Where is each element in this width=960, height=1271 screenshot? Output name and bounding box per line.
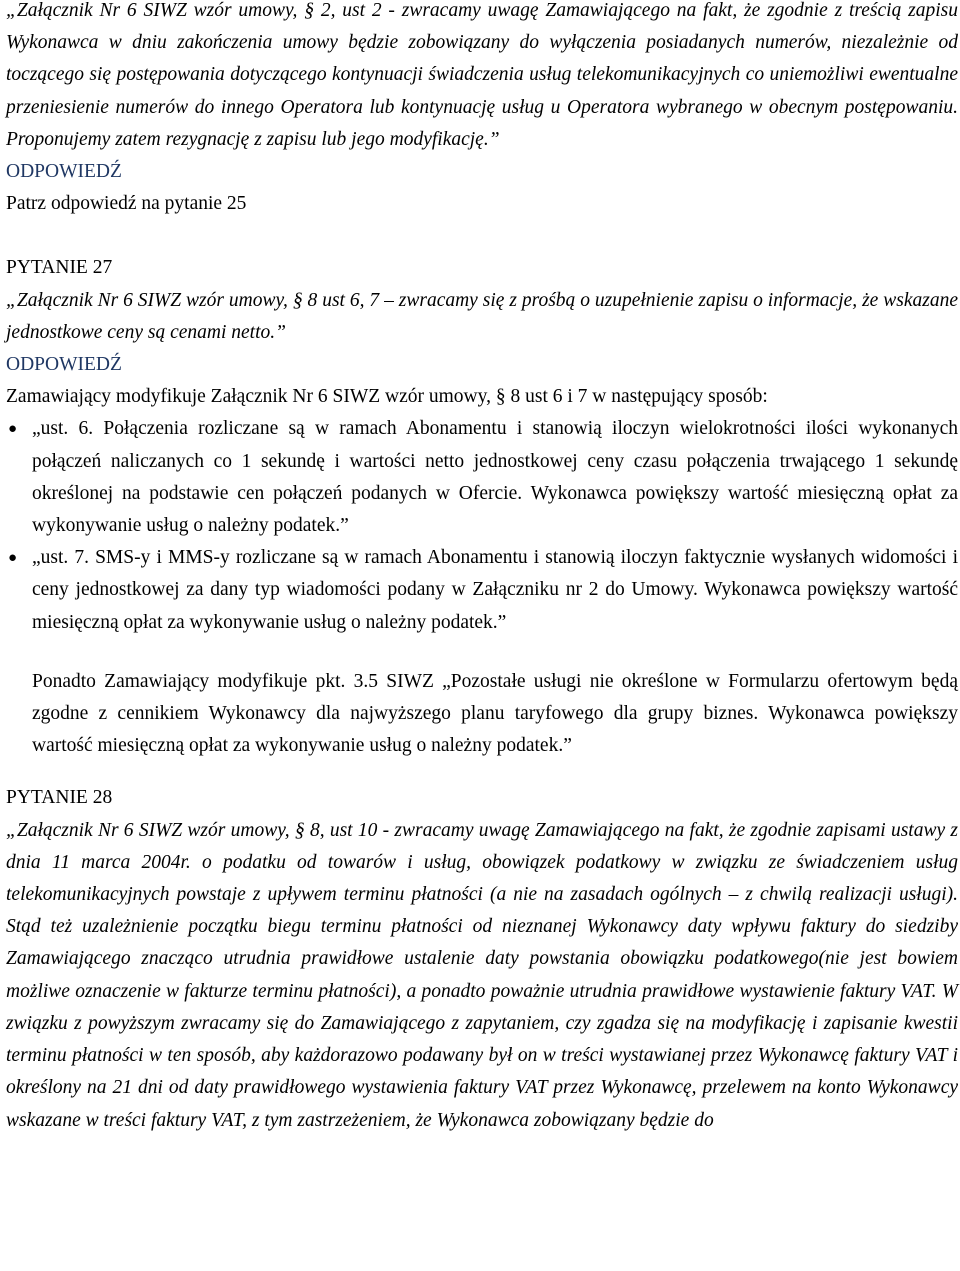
intro-proposal-text: Proponujemy zatem rezygnację z zapisu lub jego modyfikację.” [6,128,500,150]
bullet-icon: ● [8,550,18,567]
answer-text: Patrz odpowiedź na pytanie 25 [6,193,247,215]
question-27-heading: PYTANIE 27 [6,257,113,279]
list-item [6,542,958,639]
list-item [6,413,958,542]
spacer [6,639,958,666]
list-item-text: „ust. 6. Połączenia rozliczane są w ramach Abonamentu i stanowią iloczyn wielokrotności ilości wykonanych połączeń naliczanych co 1 sekundę i wartości netto jednostkowej ceny czasu połączenia trwającego 1 sekundę określonej na podstawie cen połączeń podanych w Ofercie. Wykonawca powiększy wartość miesięczną opłat za wykonywanie usług o należny podatek.” [32,418,958,537]
further-modification-text: Ponadto Zamawiający modyfikuje pkt. 3.5 SIWZ „Pozostałe usługi nie określone w Formularzu ofertowym będą zgodne z cennikiem Wykonawcy dla najwyższego planu taryfowego dla grupy biznes. Wykonawca powiększy wartość miesięczną opłat za wykonywanie usług o należny podatek.” [32,670,958,757]
modification-list [6,413,958,638]
intro-quote-text: „Załącznik Nr 6 SIWZ wzór umowy, § 2, ust 2 - zwracamy uwagę Zamawiającego na fakt, że zgodnie z treścią zapisu Wykonawca w dniu zakończenia umowy będzie zobowiązany do wyłączenia posiadanych numerów, niezależnie od toczącego się postępowania dotyczącego kontynuacji świadczenia usług telekomunikacyjnych co uniemożliwi ewentualne przeniesienie numerów do innego Operatora lub kontynuację usług u Operatora wybranego w obecnym postępowaniu. [6,0,958,118]
spacer [6,220,958,252]
answer-heading: ODPOWIEDŹ [6,161,122,183]
question-28-heading: PYTANIE 28 [6,787,113,809]
question-27-text: „Załącznik Nr 6 SIWZ wzór umowy, § 8 ust 6, 7 – zwracamy się z prośbą o uzupełnienie zapisu o informacje, że wskazane jednostkowe ceny są cenami netto.” [6,289,958,343]
intro-paragraph [6,0,958,156]
answer-heading: ODPOWIEDŹ [6,354,122,376]
document-page [6,0,958,1137]
bullet-icon: ● [8,421,18,438]
list-item-text: „ust. 7. SMS-y i MMS-y rozliczane są w ramach Abonamentu i stanowią iloczyn faktycznie wysłanych widomości i ceny jednostkowej za dany typ wiadomości podany w Załączniku nr 2 do Umowy. Wykonawca powiększy wartość miesięczną opłat za wykonywanie usług o należny podatek.” [32,547,958,633]
question-28-text: „Załącznik Nr 6 SIWZ wzór umowy, § 8, ust 10 - zwracamy uwagę Zamawiającego na fakt, że zgodnie zapisami ustawy z dnia 11 marca 2004r. o podatku od towarów i usług, obowiązek podatkowy w związku ze świadczeniem usług telekomunikacyjnych powstaje z upływem terminu płatności (a nie na zasadach ogólnych – z chwilą realizacji usługi). Stąd też uzależnienie początku biegu terminu płatności od nieznanej Wykonawcy daty wpływu faktury do siedziby Zamawiającego znacząco utrudnia prawidłowe ustalenie daty powstania obowiązku podatkowego(nie jest bowiem możliwe oznaczenie w fakturze terminu płatności), a ponadto poważnie utrudnia prawidłowe wystawienie faktury VAT. W związku z powyższym zwracamy się do Zamawiającego z zapytaniem, czy zgadza się na modyfikację i zapisanie kwestii terminu płatności w ten sposób, aby każdorazowo podawany był on w treści wystawianej przez Wykonawcę faktury VAT i określony na 21 dni od daty prawidłowego wystawienia faktury VAT przez Wykonawcę, przelewem na konto Wykonawcy wskazane w treści faktury VAT, z tym zastrzeżeniem, że Wykonawca zobowiązany będzie do [6,819,958,1131]
answer-27-text: Zamawiający modyfikuje Załącznik Nr 6 SIWZ wzór umowy, § 8 ust 6 i 7 w następujący sposób: [6,386,768,408]
